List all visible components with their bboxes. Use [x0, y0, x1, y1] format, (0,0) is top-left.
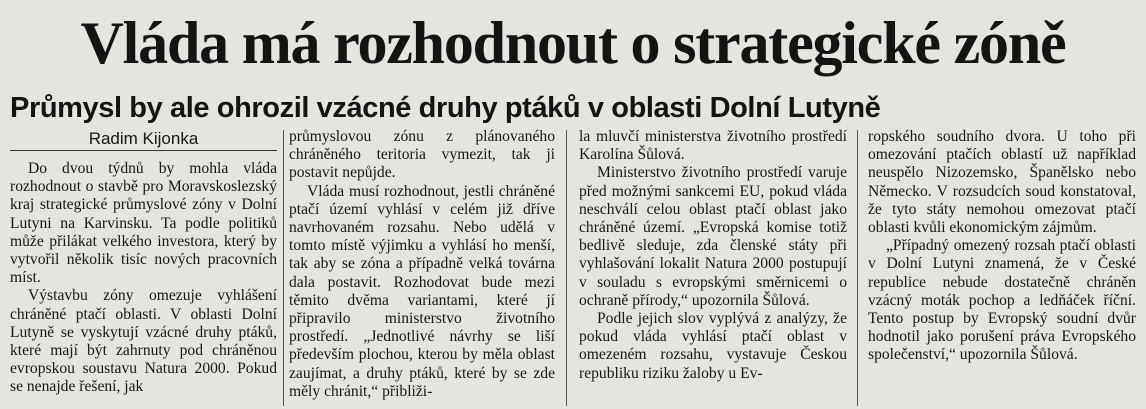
- column-divider: [283, 130, 284, 406]
- paragraph: ropského soudního dvora. U toho při omezování ptačích oblastí už například neuspělo Nizozemsko, Španělsko nebo Německo. V rozsudcích soud konstatoval, že tyto státy nemohou omezovat ptačí oblasti kvůli ekonomickým zájmům.: [868, 128, 1136, 237]
- paragraph: Vláda musí rozhodnout, jestli chráněné ptačí území vyhlásí v celém již dříve navrhovaném rozsahu. Nebo udělá v tomto místě výjimku a vyhlásí ho menší, tak aby se zóna a případně velká továrna dala postavit. Rozhodovat bude mezi těmito dvěma variantami, které jí připravilo ministerstvo životního prostředí. „Jednotlivé návrhy se liší především plochou, kterou by měla oblast zaujímat, a druhy ptáků, které by se zde měly chránit,“ přibliži-: [289, 182, 555, 400]
- paragraph: Výstavbu zóny omezuje vyhlášení chráněné ptačí oblasti. V oblasti Dolní Lutyně se vyskytují vzácné druhy ptáků, které mají být zahrnuty pod chráněnou evropskou soustavu Natura 2000. Pokud se nenajde řešení, jak: [10, 287, 277, 396]
- article-column-4: [868, 128, 1136, 406]
- paragraph: Ministerstvo životního prostředí varuje před možnými sankcemi EU, pokud vláda neschválí celou oblast ptačí oblast jako chráněné území. „Evropská komise totiž bedlivě sleduje, zda členské státy při vyhlašování lokalit Natura 2000 postupují v souladu s evropskými směrnicemi o ochraně přírody,“ upozornila Šůlová.: [579, 164, 847, 309]
- paragraph: „Případný omezený rozsah ptačí oblasti v Dolní Lutyni znamená, že v České republice nebude dostatečně chráněn vzácný moták pochop a ledňáček říční. Tento postup by Evropský soudní dvůr hodnotil jako porušení práva Evropského společenství,“ upozornila Šůlová.: [868, 237, 1136, 364]
- column-divider: [857, 130, 858, 406]
- paragraph: průmyslovou zónu z plánovaného chráněného teritoria vymezit, tak ji postavit nepůjde.: [289, 128, 555, 182]
- article-column-1: [10, 160, 277, 406]
- paragraph: Do dvou týdnů by mohla vláda rozhodnout o stavbě pro Moravskoslezský kraj strategické průmyslové zóny v Dolní Lutyni na Karvinsku. Ta podle politiků může přilákat velkého investora, který by vytvořil několik tisíc nových pracovních míst.: [10, 160, 277, 287]
- paragraph: la mluvčí ministerstva životního prostředí Karolína Šůlová.: [579, 128, 847, 164]
- article-column-3: [579, 128, 847, 406]
- subheadline: Průmysl by ale ohrozil vzácné druhy ptáků v oblasti Dolní Lutyně: [10, 92, 881, 124]
- column-divider: [566, 130, 567, 406]
- article-column-2: [289, 128, 555, 406]
- author-byline: Radim Kijonka: [10, 128, 277, 151]
- paragraph: Podle jejich slov vyplývá z analýzy, že pokud vláda vyhlásí ptačí oblast v omezeném rozsahu, vystavuje Českou republiku riziku žaloby u Ev-: [579, 310, 847, 382]
- headline: Vláda má rozhodnout o strategické zóně: [80, 10, 1066, 76]
